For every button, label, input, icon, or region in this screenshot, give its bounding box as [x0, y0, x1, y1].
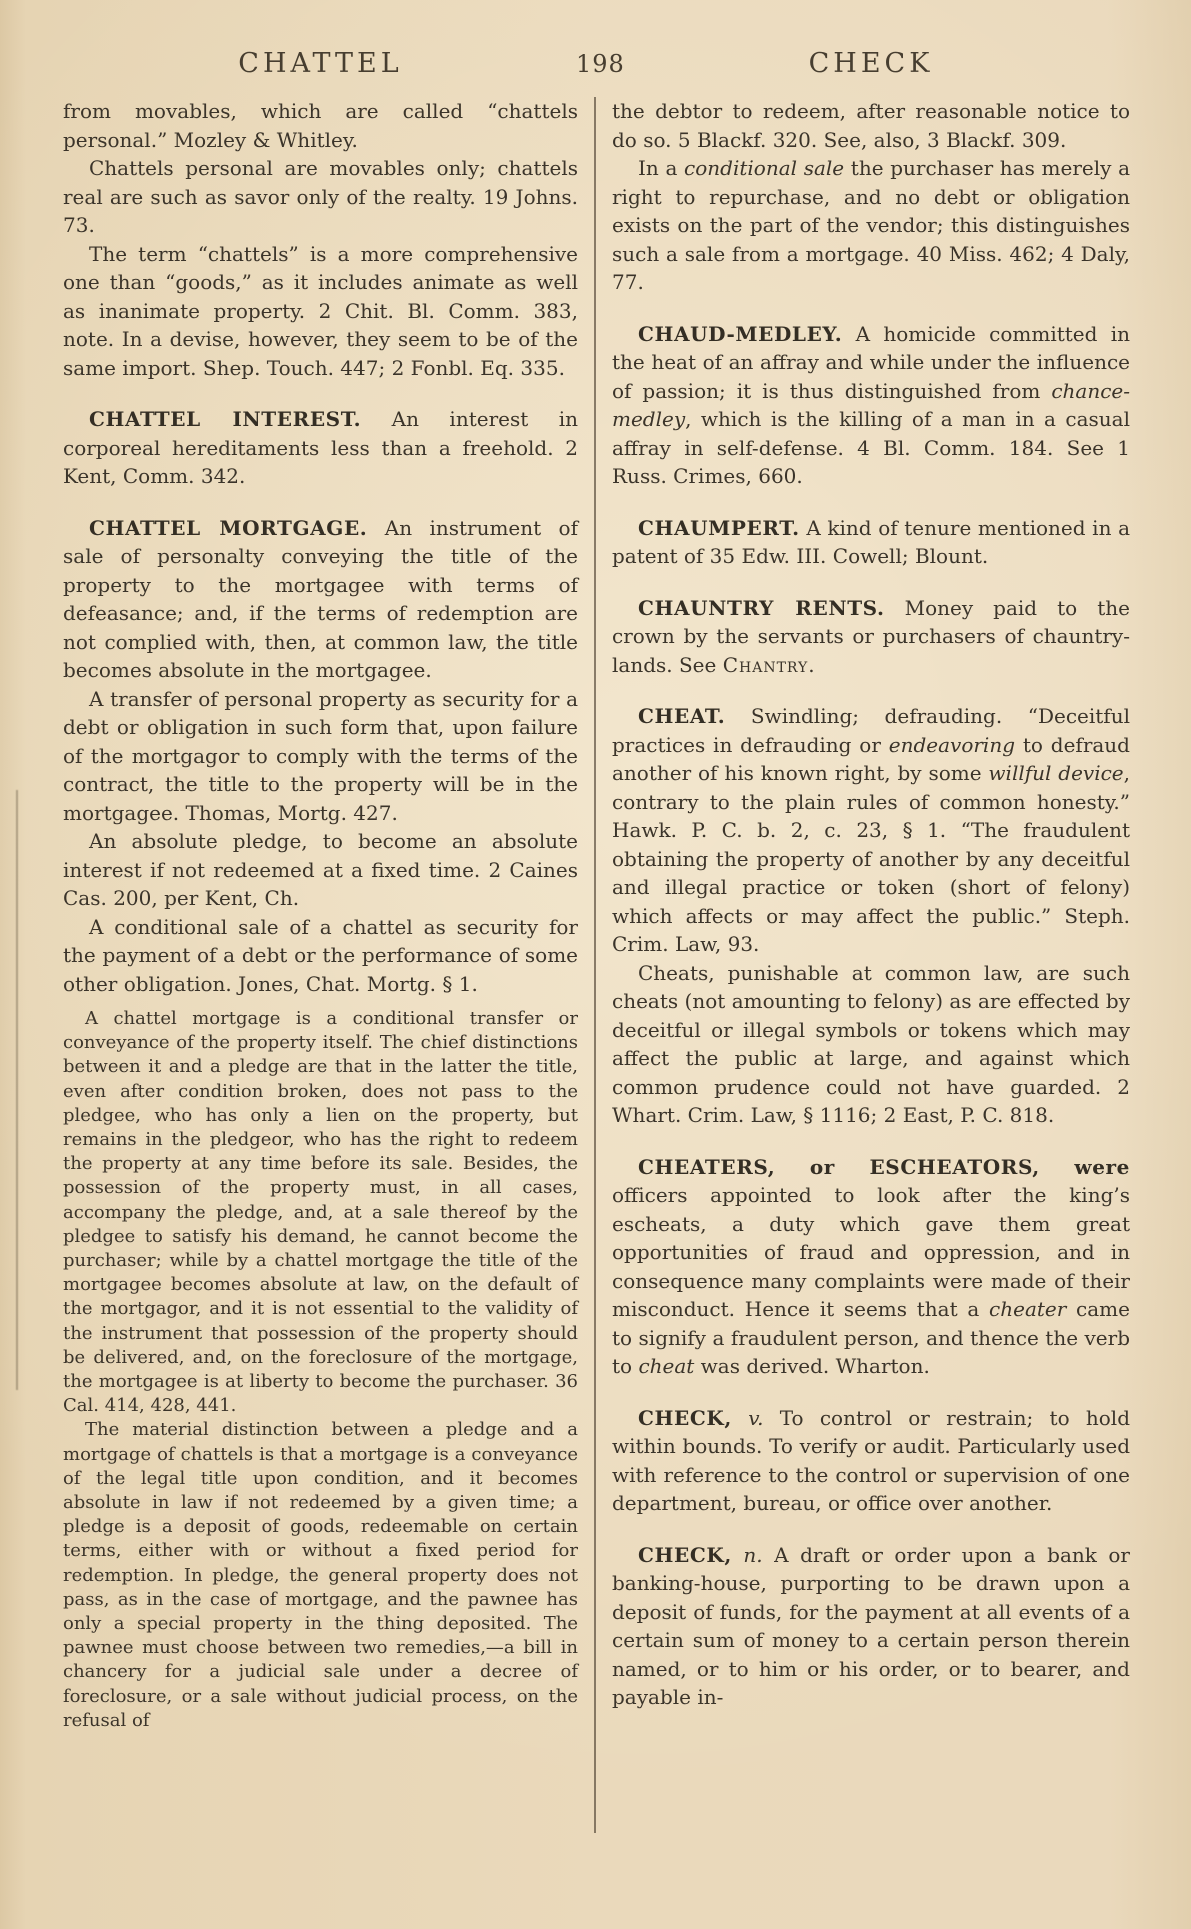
text-segment: The material distinction between a pledge and a mortgage of chattels is that a mortgage is a conveyance of the legal title upon condition, and it becomes absolute in law if not redeemed by a given time; a pledge is a deposit of goods, redeemable on certain terms, either with or without a fixed period for redemption. In pledge, the general property does not pass, as in the case of mortgage, and the pawnee has only a special property in the thing deposited. The pawnee must choose between two remedies,—a bill in chancery for a judicial sale under a decree of foreclosure, or a sale without judicial process, on the refusal of [63, 1419, 578, 1731]
entry-paragraph [612, 1404, 1130, 1518]
paragraph [63, 1418, 578, 1733]
text-segment: A homicide committed in the heat of an affray and while under the influence of passion; it is thus distinguished from [612, 321, 1130, 403]
text-segment: the debtor to redeem, after reasonable notice to do so. 5 Blackf. 320. See, also, 3 Blackf. 309. [612, 99, 1130, 152]
entry-paragraph [612, 594, 1130, 680]
text-segment: Chattels personal are movables only; chattels real are such as savor only of the realty. 19 Johns. 73. [63, 156, 578, 237]
paragraph [63, 827, 578, 913]
paragraph [63, 1007, 578, 1418]
entry-paragraph [63, 514, 578, 685]
text-segment: An interest in corporeal hereditaments less than a freehold. 2 Kent, Comm. 342. [63, 407, 578, 488]
text-segment: In a [638, 156, 685, 180]
text-segment: To control or restrain; to hold within bounds. To verify or audit. Particularly used with reference to the control or supervision of one department, bureau, or office over another. [612, 1405, 1130, 1515]
text-segment: , contrary to the plain rules of common honesty.” Hawk. P. C. b. 2, c. 23, § 1. “The fraudulent obtaining the property of another by any deceitful and illegal practice or token (short of felony) which affects or may affect the public.” Steph. Crim. Law, 93. [612, 761, 1130, 956]
text-segment: , which is the killing of a man in a casual affray in self-defense. 4 Bl. Comm. 184. See 1 Russ. Crimes, 660. [612, 407, 1130, 488]
text-segment: Swindling; defrauding. “Deceitful practices in defrauding or [612, 704, 1130, 757]
text-segment: to defraud another of his known right, by some [612, 732, 1130, 785]
headword: CHEATERS, or ESCHEATORS, [638, 1154, 1040, 1179]
headword: CHAUD-MEDLEY. [638, 321, 843, 346]
text-segment: conditional sale [684, 156, 845, 180]
text-segment: the purchaser has merely a right to repurchase, and no debt or obligation exists on the part of the vendor; this distinguishes such a sale from a mortgage. 40 Miss. 462; 4 Daly, 77. [612, 156, 1131, 294]
text-segment: . [808, 652, 815, 677]
paragraph [63, 913, 578, 999]
text-segment: A transfer of personal property as security for a debt or obligation in such form that, upon failure of the mortgagor to comply with the terms of the contract, the title to the property will be in the mortgagee. Thomas, Mortg. 427. [63, 686, 578, 825]
text-segment: cheater [989, 1297, 1067, 1321]
left-column [63, 97, 578, 1833]
headword: CHECK, [638, 1542, 732, 1567]
entry-paragraph [63, 405, 578, 491]
headword: CHEAT. [638, 704, 726, 728]
headword: CHECK, [638, 1405, 732, 1430]
headword: CHAUMPERT. [638, 515, 800, 540]
paragraph [63, 154, 578, 240]
paragraph [63, 240, 578, 383]
running-head-right: CHECK [808, 48, 934, 79]
text-segment: Money paid to the crown by the servants or purchasers of chauntry-lands. See [612, 595, 1130, 677]
text-segment: An instrument of sale of personalty conveying the title of the property to the mortgagee with terms of defeasance; and, if the terms of redemption are not complied with, then, at common law, the title becomes absolute in the mortgagee. [63, 515, 578, 682]
text-columns [63, 97, 1130, 1833]
entry-paragraph [612, 702, 1130, 959]
text-segment: endeavoring [888, 732, 1016, 757]
text-segment: was derived. Wharton. [694, 1354, 930, 1378]
entry-paragraph [612, 320, 1130, 491]
text-segment: A chattel mortgage is a conditional transfer or conveyance of the property itself. The chief distinctions between it and a pledge are that in the latter the title, even after condition broken, does not pass to the pledgee, who has only a lien on the property, but remains in the pledgeor, who has the right to redeem the property at any time before its sale. Besides, the possession of the property must, in all cases, accompany the pledge, and, at a sale thereof by the pledgee to satisfy his demand, he cannot become the purchaser; while by a chattel mortgage the title of the mortgagee becomes absolute at law, on the default of the mortgagor, and it is not essential to the validity of the instrument that possession of the property should be delivered, and, on the foreclosure of the mortgage, the mortgagee is at liberty to become the purchaser. 36 Cal. 414, 428, 441. [63, 1008, 578, 1417]
text-segment: A draft or order upon a bank or banking-house, purporting to be drawn upon a deposit of funds, for the payment at all events of a certain sum of money to a certain person therein named, or to him or his order, or to bearer, and payable in- [612, 1542, 1130, 1709]
headword: were [1039, 1154, 1130, 1179]
text-segment: willful device [988, 761, 1124, 785]
text-segment: cheat [638, 1354, 695, 1378]
right-column [612, 97, 1130, 1833]
column-divider [594, 97, 596, 1833]
text-segment: A kind of tenure mentioned in a patent of 35 Edw. III. Cowell; Blount. [612, 515, 1130, 568]
text-segment: Chantry [722, 652, 809, 677]
text-segment: officers appointed to look after the king’s escheats, a duty which gave them great opportunities of fraud and oppression, and in consequence many complaints were made of their misconduct. Hence it seems that a [612, 1183, 1130, 1321]
text-segment: from movables, which are called “chattels personal.” Mozley & Whitley. [63, 99, 578, 152]
page-number: 198 [576, 50, 625, 78]
text-segment: The term “chattels” is a more comprehensive one than “goods,” as it includes animate as well as inanimate property. 2 Chit. Bl. Comm. 383, note. In a devise, however, they seem to be of the same import. Shep. Touch. 447; 2 Fonbl. Eq. 335. [63, 241, 578, 380]
text-segment: A conditional sale of a chattel as security for the payment of a debt or the performance of some other obligation. Jones, Chat. Mortg. § 1. [63, 914, 578, 996]
paragraph [612, 154, 1130, 297]
paragraph [63, 685, 578, 828]
running-head [63, 48, 1130, 79]
text-segment: came to signify a fraudulent person, and thence the verb to [612, 1297, 1130, 1378]
text-segment: An absolute pledge, to become an absolute interest if not redeemed at a fixed time. 2 Caines Cas. 200, per Kent, Ch. [63, 829, 578, 910]
headword: CHATTEL MORTGAGE. [89, 515, 368, 540]
paragraph [63, 97, 578, 154]
paragraph [612, 959, 1130, 1130]
text-segment: n. [731, 1542, 763, 1567]
text-segment: chance-medley [612, 378, 1130, 431]
entry-paragraph [612, 1153, 1130, 1381]
headword: CHAUNTRY RENTS. [638, 595, 885, 620]
paragraph [612, 97, 1130, 154]
text-segment: Cheats, punishable at common law, are such cheats (not amounting to felony) as are effected by deceitful or illegal symbols or tokens which may affect the public at large, and against which common prudence could not have guarded. 2 Whart. Crim. Law, § 1116; 2 East, P. C. 818. [612, 960, 1130, 1127]
text-segment: v. [731, 1405, 764, 1430]
page-edge-crease [16, 790, 18, 1390]
headword: CHATTEL INTEREST. [89, 407, 362, 431]
running-head-left: CHATTEL [238, 48, 403, 79]
entry-paragraph [612, 514, 1130, 571]
entry-paragraph [612, 1541, 1130, 1712]
